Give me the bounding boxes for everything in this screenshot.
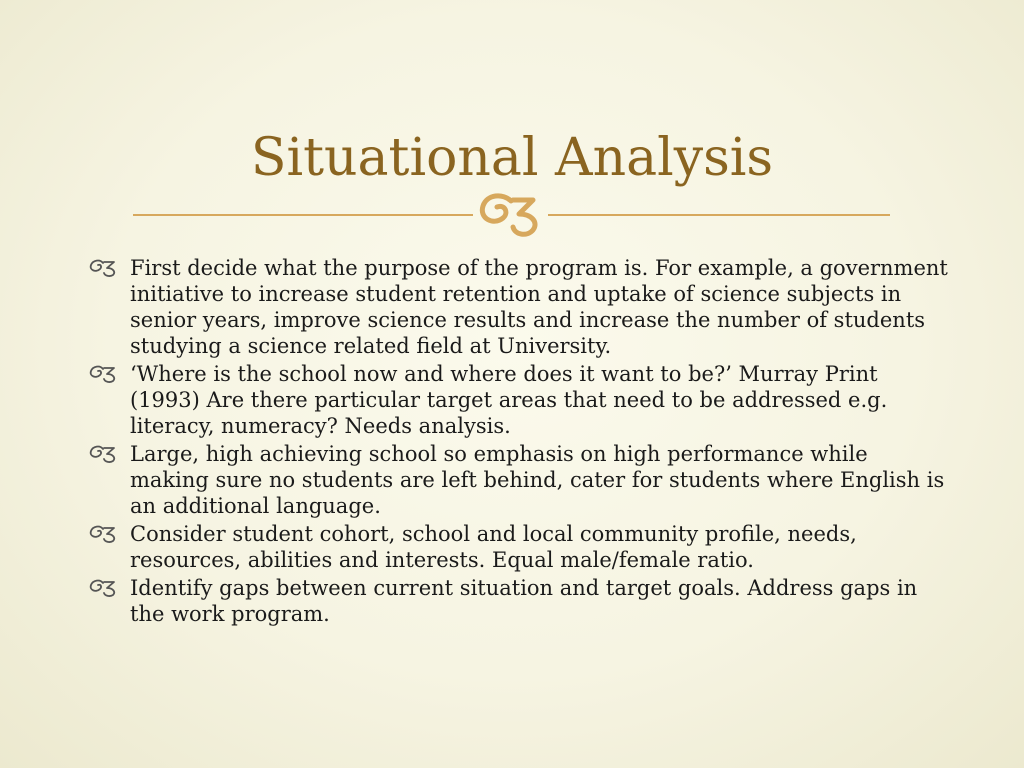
title-divider	[133, 190, 890, 240]
bullet-text: First decide what the purpose of the program is. For example, a government initiative to increase student retention and uptake of science subjects in senior years, improve science results and increase the number of students studying a science related field at University.	[130, 256, 948, 358]
list-item	[88, 441, 948, 519]
list-item	[88, 521, 948, 573]
list-item	[88, 575, 948, 627]
list-item	[88, 255, 948, 359]
bullet-text: Consider student cohort, school and local community profile, needs, resources, abilities and interests. Equal male/female ratio.	[130, 522, 857, 572]
list-item	[88, 361, 948, 439]
bullet-text: ‘Where is the school now and where does it want to be?’ Murray Print (1993) Are there particular target areas that need to be addressed e.g. literacy, numeracy? Needs analysis.	[130, 362, 888, 438]
bullet-text: Identify gaps between current situation and target goals. Address gaps in the work program.	[130, 576, 918, 626]
slide-title: Situational Analysis	[250, 127, 774, 188]
curl-ornament-icon	[88, 259, 118, 277]
curl-ornament-icon	[88, 365, 118, 383]
divider-line-left	[133, 214, 473, 216]
curl-ornament-icon	[88, 579, 118, 597]
curl-ornament-icon	[88, 525, 118, 543]
curl-ornament-icon	[473, 192, 548, 238]
curl-ornament-icon	[88, 445, 118, 463]
bullet-list	[88, 255, 948, 629]
bullet-text: Large, high achieving school so emphasis on high performance while making sure no students are left behind, cater for students where English is an additional language.	[130, 442, 945, 518]
divider-line-right	[548, 214, 890, 216]
